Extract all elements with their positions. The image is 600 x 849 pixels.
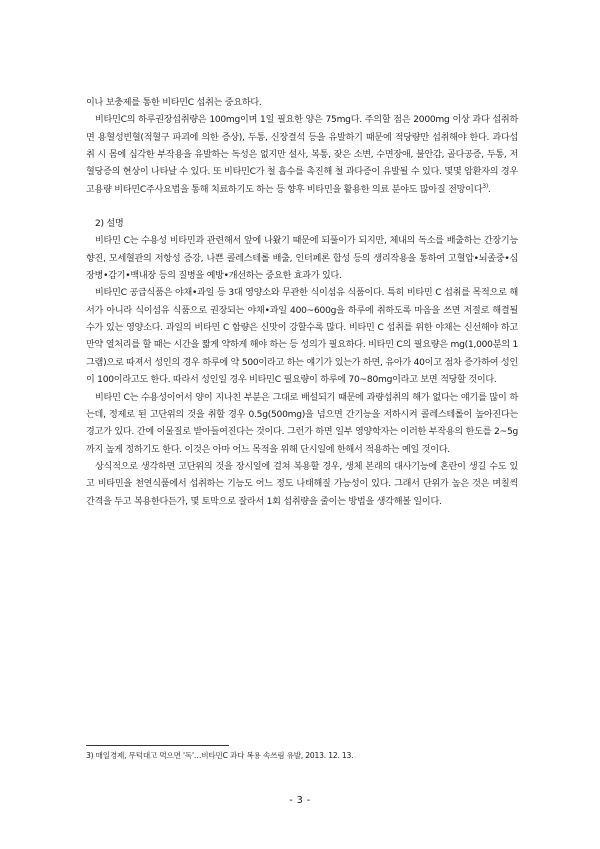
paragraph-excess-intake: 비타민 C는 수용성이어서 양이 지나친 부분은 그대로 배설되기 때문에 과량섭취의 해가 없다는 얘기를 많이 하는데, 정제로 된 고단위의 것을 취할 경우 0.5g(500mg)을 넘으면 간기능을 저하시켜 콜레스테롤이 높아진다는 경고가 있다. 간에 이물질로 받아들여진다는 것이다. 그런가 하면 일부 영양학자는 이러한 부작용의 한도를 2~5g까지 높게 정하기도 한다. 이것은 아마 어느 목적을 위해 단시일에 한해서 적용하는 예일 것이다. [86,392,518,455]
paragraph-recommended-intake [86,112,518,199]
paragraph-common-sense: 상식적으로 생각하면 고단위의 것을 장시일에 걸쳐 복용할 경우, 생체 본래의 대사기능에 혼란이 생길 수도 있고 비타민을 천연식품에서 섭취하는 기능도 어느 정도 나태해질 가능성이 있다. 그래서 단위가 높은 것은 며칠씩 간격을 두고 복용한다든가, 몇 토막으로 잘라서 1회 섭취량을 줄이는 방법을 생각해볼 일이다. [86,461,518,507]
paragraph-end: . [487,184,491,195]
paragraph-text: 비타민C의 하루권장섭취량은 100mg이며 1일 필요한 양은 75mg다. 주의할 점은 2000mg 이상 과다 섭취하면 용혈성빈혈(적혈구 파괴에 의한 증상), 두통, 신장결석 등을 유발하기 때문에 적당량만 섭취해야 한다. 과다섭취 시 몸에 심각한 부작용을 유발하는 독성은 없지만 설사, 복통, 잦은 소변, 수면장애, 불안감, 골다공증, 두통, 저혈당증의 현상이 나타날 수 있다. 또 비타민C가 철 흡수를 촉진해 철 과다증이 유발될 수 있다. 몇몇 암환자의 경우 고용량 비타민C주사요법을 통해 치료하기도 하는 등 향후 비타민을 활용한 의료 분야도 많아질 전망이다 [86,115,518,195]
footnote-reference[interactable]: 3) [482,182,488,190]
paragraph-food-sources: 비타민C 공급식품은 야채•과일 등 3대 영양소와 무관한 식이섬유 식품이다. 특히 비타민 C 섭취를 목적으로 해서가 아니라 식이섬유 식품으로 권장되는 야채•과일 400~600g을 하루에 취하도록 마음을 쓰면 저절로 해결될 수가 있는 영양소다. 과일의 비타민 C 함량은 신맛이 강할수록 많다. 비타민 C 섭취를 위한 야채는 신선해야 하고 만약 열처리를 할 때는 시간을 짧게 약하게 해야 하는 등 성의가 필요하다. 비타민 C의 필요량은 mg(1,000분의 1그램)으로 따져서 성인의 경우 하루에 약 500이라고 하는 얘기가 있는가 하면, 유아가 40이고 점차 증가하여 성인이 100이라고도 한다. 따라서 성인일 경우 비타민C 필요량이 하루에 70~80mg이라고 보면 적당할 것이다. [86,288,518,386]
body-text [86,95,518,511]
footnote-divider [86,745,229,746]
paragraph-water-soluble: 비타민 C는 수용성 비타민과 관련해서 앞에 나왔기 때문에 되풀이가 되지만, 체내의 독소를 배출하는 간장기능 향진, 모세혈관의 저항성 증강, 나쁜 콜레스테롤 배출, 인터페론 합성 등의 생리작용을 통하여 고혈압•뇌졸중•심장병•감기•백내장 등의 질병을 예방•개선하는 중요한 효과가 있다. [86,236,518,282]
footnote: 3) 매일경제, 무턱대고 먹으면 '독'…비타민C 과다 복용 속쓰림 유발, 2013. 12. 13. [86,751,354,760]
paragraph-continued: 이나 보충제를 통한 비타민C 섭취는 중요하다. [86,98,262,108]
page-number: - 3 - [289,795,311,806]
section-heading: 2) 설명 [95,219,124,230]
